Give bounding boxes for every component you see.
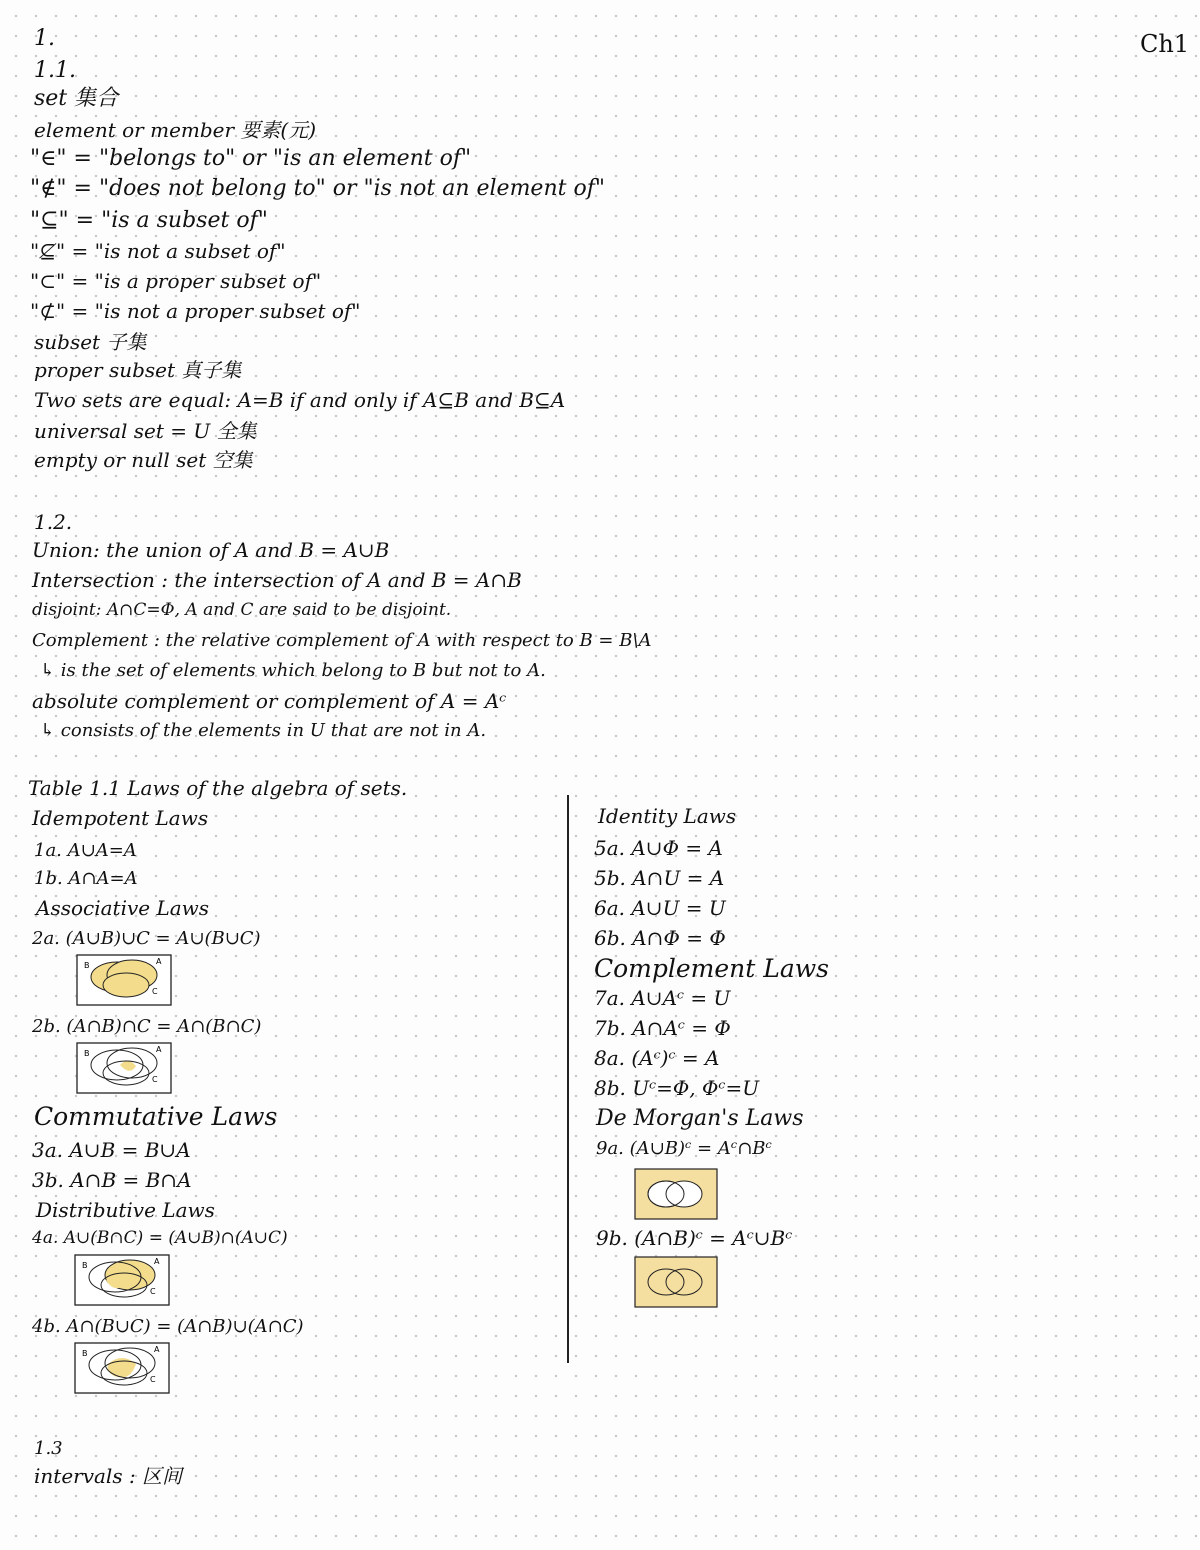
identity-heading: Identity Laws: [598, 804, 737, 828]
law-4b: 4b. A∩(B∪C) = (A∩B)∪(A∩C): [32, 1316, 304, 1337]
note-line: "⊆" = "is a subset of": [30, 208, 268, 233]
venn-label-c: C: [150, 1287, 156, 1296]
distributive-heading: Distributive Laws: [36, 1198, 215, 1222]
demorgan-heading: De Morgan's Laws: [596, 1106, 804, 1131]
venn-label-c: C: [152, 1075, 158, 1084]
law-7a: 7a. A∪Aᶜ = U: [594, 986, 731, 1010]
chapter-label: Ch1: [1140, 30, 1190, 58]
note-line: Intersection : the intersection of A and B = A∩B: [32, 568, 522, 592]
table-column-divider: [567, 795, 569, 1363]
law-9a: 9a. (A∪B)ᶜ = Aᶜ∩Bᶜ: [596, 1138, 772, 1159]
venn-diagram-2a: [76, 954, 172, 1006]
law-2a: 2a. (A∪B)∪C = A∪(B∪C): [32, 928, 261, 949]
associative-heading: Associative Laws: [36, 896, 210, 920]
venn-label-c: C: [150, 1375, 156, 1384]
note-line: Union: the union of A and B = A∪B: [32, 538, 390, 562]
venn-diagram-2b: [76, 1042, 172, 1094]
note-line: absolute complement or complement of A = Aᶜ: [32, 689, 507, 713]
law-2b: 2b. (A∩B)∩C = A∩(B∩C): [32, 1016, 262, 1037]
table-title: Table 1.1 Laws of the algebra of sets.: [28, 776, 408, 800]
law-5a: 5a. A∪Φ = A: [594, 836, 723, 860]
note-line: universal set = U 全集: [34, 419, 257, 443]
note-line: Two sets are equal: A=B if and only if A⊆B and B⊆A: [34, 388, 566, 412]
note-line: "∈" = "belongs to" or "is an element of": [30, 146, 472, 171]
venn-label-b: B: [84, 1049, 90, 1058]
law-3b: 3b. A∩B = B∩A: [32, 1168, 192, 1192]
law-8a: 8a. (Aᶜ)ᶜ = A: [594, 1046, 720, 1070]
note-line: disjoint: A∩C=Φ, A and C are said to be disjoint.: [32, 600, 452, 620]
venn-label-a: A: [154, 1257, 160, 1266]
section-1-number: 1.: [34, 26, 55, 51]
section-1-1-number: 1.1.: [34, 58, 76, 83]
note-line: element or member 要素(元): [34, 118, 317, 142]
section-1-2-number: 1.2.: [34, 510, 73, 534]
venn-label-b: B: [82, 1261, 88, 1270]
law-6a: 6a. A∪U = U: [594, 896, 726, 920]
note-line: ↳ is the set of elements which belong to B but not to A.: [40, 660, 546, 681]
law-4a: 4a. A∪(B∩C) = (A∪B)∩(A∪C): [32, 1228, 288, 1248]
commutative-heading: Commutative Laws: [34, 1102, 278, 1131]
law-5b: 5b. A∩U = A: [594, 866, 725, 890]
note-line: intervals : 区间: [34, 1464, 183, 1488]
law-7b: 7b. A∩Aᶜ = Φ: [594, 1016, 731, 1040]
note-line: "⊄" = "is not a proper subset of": [30, 299, 361, 323]
note-line: "⊂" = "is a proper subset of": [30, 269, 322, 293]
venn-label-a: A: [156, 957, 162, 966]
venn-label-b: B: [84, 961, 90, 970]
venn-label-b: B: [82, 1349, 88, 1358]
note-line: "∉" = "does not belong to" or "is not an element of": [30, 176, 605, 201]
venn-label-c: C: [152, 987, 158, 996]
law-6b: 6b. A∩Φ = Φ: [594, 926, 726, 950]
venn-diagram-4a: [74, 1254, 170, 1306]
law-8b: 8b. Uᶜ=Φ, Φᶜ=U: [594, 1076, 760, 1100]
note-line: Complement : the relative complement of A with respect to B = B\A: [32, 630, 652, 651]
venn-label-a: A: [156, 1045, 162, 1054]
venn-diagram-9a: [634, 1168, 718, 1220]
law-3a: 3a. A∪B = B∪A: [32, 1138, 191, 1162]
note-line: proper subset 真子集: [34, 358, 242, 382]
section-1-3-number: 1.3: [34, 1438, 63, 1459]
law-9b: 9b. (A∩B)ᶜ = Aᶜ∪Bᶜ: [596, 1226, 793, 1250]
venn-diagram-9b: [634, 1256, 718, 1308]
venn-diagram-4b: [74, 1342, 170, 1394]
law-1a: 1a. A∪A=A: [34, 840, 137, 861]
note-line: set 集合: [34, 86, 119, 111]
note-line: subset 子集: [34, 330, 147, 354]
complement-heading: Complement Laws: [594, 954, 830, 983]
note-line: "⊈" = "is not a subset of": [30, 239, 286, 263]
venn-label-a: A: [154, 1345, 160, 1354]
law-1b: 1b. A∩A=A: [34, 868, 138, 889]
idempotent-heading: Idempotent Laws: [32, 806, 209, 830]
note-line: empty or null set 空集: [34, 448, 253, 472]
note-line: ↳ consists of the elements in U that are not in A.: [40, 720, 487, 741]
